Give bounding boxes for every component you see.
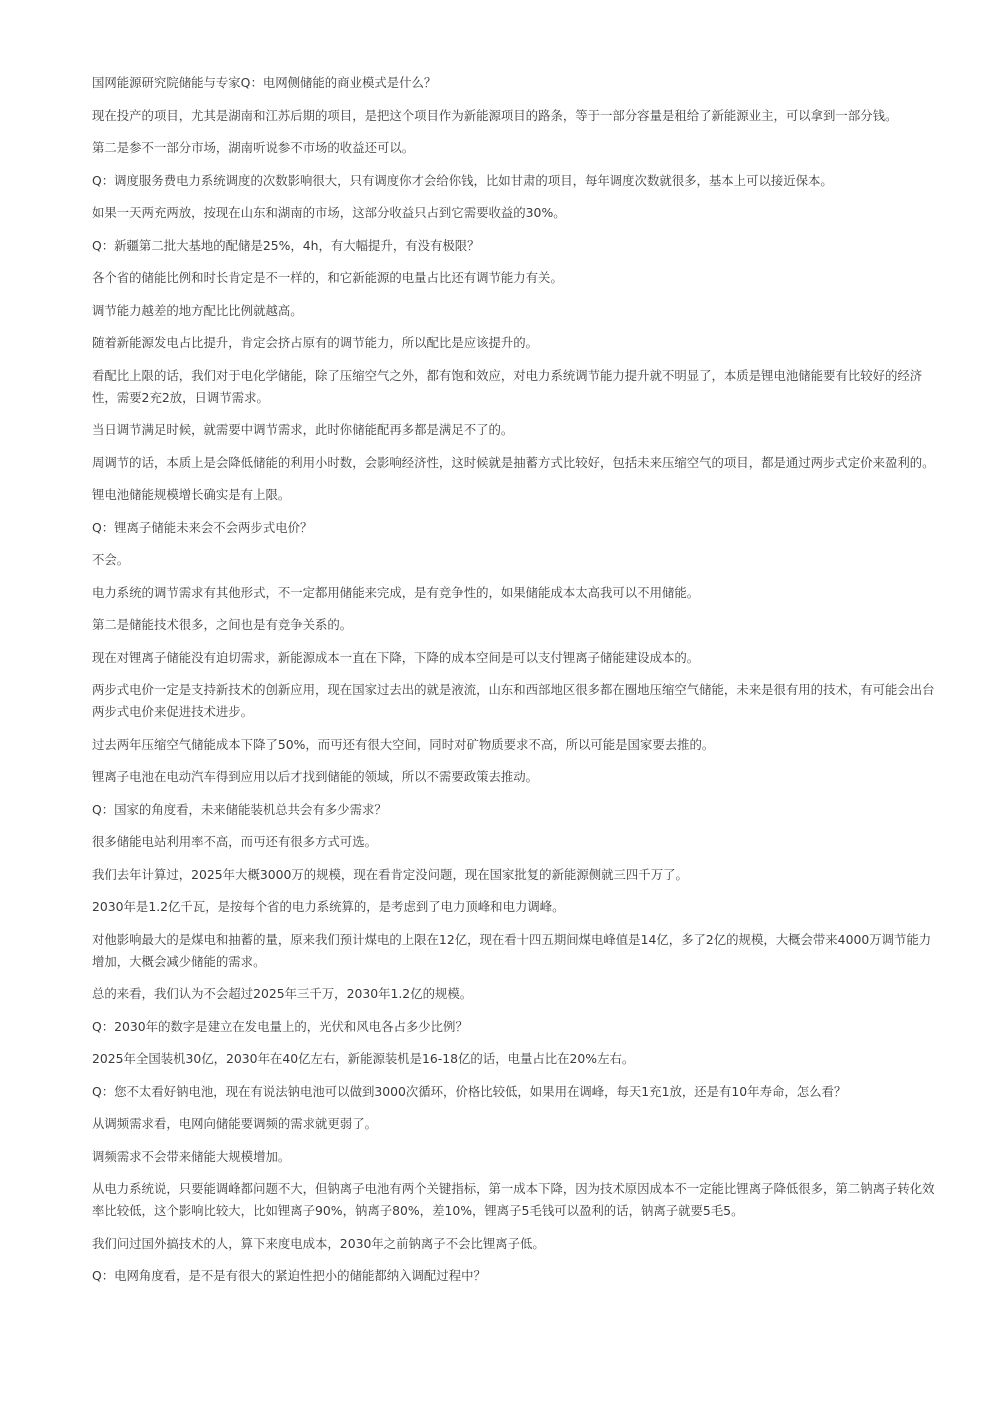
paragraph: Q：新疆第二批大基地的配储是25%，4h，有大幅提升，有没有极限？ (92, 237, 480, 253)
paragraph: Q：2030年的数字是建立在发电量上的，光伏和风电各占多少比例？ (92, 1018, 468, 1034)
paragraph: 我们去年计算过，2025年大概3000万的规模，现在看肯定没问题，现在国家批复的新能源侧就三四千万了。 (92, 866, 688, 882)
paragraph: 很多储能电站利用率不高，而丏还有很多方式可选。 (92, 834, 377, 849)
paragraph: 总的来看，我们认为不会超过2025年三千万，2030年1.2亿的规模。 (92, 986, 473, 1001)
paragraph: 电力系统的调节需求有其他形式，不一定都用储能来完成，是有竞争性的，如果储能成本太高我可以不用储能。 (92, 584, 700, 600)
paragraph: 锂电池储能规模增长确实是有上限。 (92, 487, 291, 502)
paragraph: 不会。 (92, 552, 130, 567)
paragraph: 第二是参不一部分市场，湖南听说参不市场的收益还可以。 (92, 140, 415, 155)
paragraph: 现在对锂离子储能没有迫切需求，新能源成本一直在下降，下降的成本空间是可以支付锂离子储能建设成本的。 (92, 649, 700, 665)
paragraph: 调频需求不会带来储能大规模增加。 (92, 1148, 291, 1164)
paragraph: 从调频需求看，电网向储能要调频的需求就更弱了。 (92, 1116, 377, 1131)
paragraph: 过去两年压缩空气储能成本下降了50%，而丏还有很大空间，同时对矿物质要求不高，所以可能是国家要去推的。 (92, 736, 715, 752)
paragraph: 两步式电价一定是支持新技术的创新应用，现在国家过去出的就是液流，山东和西部地区很多都在圈地压缩空气储能，未来是很有用的技术，有可能会出台两步式电价来促进技术进步。 (92, 682, 935, 719)
paragraph: 看配比上限的话，我们对于电化学储能，除了压缩空气之外，都有饱和效应，对电力系统调节能力提升就不明显了，本质是锂电池储能要有比较好的经济性，需要2充2放，日调节需求。 (92, 367, 923, 405)
paragraph: Q：电网角度看，是不是有很大的紧迫性把小的储能都纳入调配过程中？ (92, 1268, 486, 1283)
paragraph: Q：您不太看好钠电池，现在有说法钠电池可以做到3000次循环，价格比较低，如果用在调峰，每天1充1放，还是有10年寿命，怎么看？ (92, 1083, 847, 1099)
paragraph: 第二是储能技术很多，之间也是有竞争关系的。 (92, 617, 353, 632)
paragraph: 调节能力越差的地方配比比例就越高。 (92, 302, 303, 318)
paragraph: 从电力系统说，只要能调峰都问题不大，但钠离子电池有两个关键指标，第一成本下降，因为技术原因成本不一定能比锂离子降低很多，第二钠离子转化效率比较低，这个影响比较大，比如锂离子90%，钠离子80%，差10%，锂离子5毛钱可以盈利的话，钠离子就要5毛5。 (92, 1181, 935, 1218)
paragraph: 周调节的话，本质上是会降低储能的利用小时数，会影响经济性，这时候就是抽蓄方式比较好，包括未来压缩空气的项目，都是通过两步式定价来盈利的。 (92, 454, 935, 470)
paragraph: 如果一天两充两放，按现在山东和湖南的市场，这部分收益只占到它需要收益的30%。 (92, 205, 566, 220)
paragraph: 现在投产的项目，尤其是湖南和江苏后期的项目，是把这个项目作为新能源项目的路条，等于一部分容量是租给了新能源业主，可以拿到一部分钱。 (92, 107, 898, 123)
paragraph: 对他影响最大的是煤电和抽蓄的量，原来我们预计煤电的上限在12亿，现在看十四五期间煤电峰值是14亿，多了2亿的规模，大概会带来4000万调节能力增加，大概会减少储能的需求。 (92, 931, 932, 969)
paragraph: Q：调度服务费电力系统调度的次数影响很大，只有调度你才会给你钱，比如甘肃的项目，每年调度次数就很多，基本上可以接近保本。 (92, 172, 833, 188)
paragraph: 2030年是1.2亿千瓦，是按每个省的电力系统算的，是考虑到了电力顶峰和电力调峰。 (92, 899, 565, 914)
paragraph: 我们问过国外搞技术的人，算下来度电成本，2030年之前钠离子不会比锂离子低。 (92, 1235, 545, 1251)
paragraph: 国网能源研究院储能与专家Q：电网侧储能的商业模式是什么？ (92, 75, 437, 90)
paragraph: 2025年全国装机30亿，2030年在40亿左右，新能源装机是16-18亿的话，电量占比在20%左右。 (92, 1051, 635, 1066)
paragraph: 当日调节满足时候，就需要中调节需求，此时你储能配再多都是满足不了的。 (92, 422, 514, 437)
paragraph: 随着新能源发电占比提升，肯定会挤占原有的调节能力，所以配比是应该提升的。 (92, 335, 539, 350)
paragraph: Q：国家的角度看，未来储能装机总共会有多少需求？ (92, 801, 387, 817)
paragraph: 锂离子电池在电动汽车得到应用以后才找到储能的领域，所以不需要政策去推动。 (92, 769, 539, 784)
paragraph: 各个省的储能比例和时长肯定是不一样的，和它新能源的电量占比还有调节能力有关。 (92, 270, 563, 285)
paragraph: Q：锂离子储能未来会不会两步式电价？ (92, 519, 313, 535)
